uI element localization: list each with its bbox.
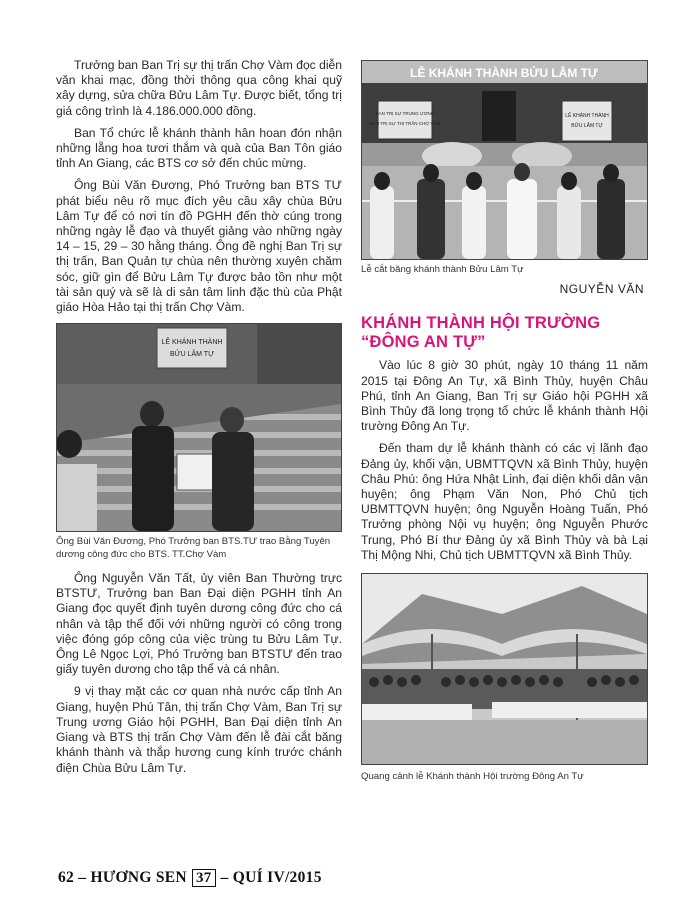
paragraph: Ông Bùi Văn Đương, Phó Trưởng ban BTS TƯ phát biểu nêu rõ mục đích yêu cầu xây chùa Bửu Lâm Tự để có nơi tín đồ PGHH đến thờ cúng trong những ngày lễ đạo và thuyết giảng vào những ngày 14 – 15, 29 – 30 hằng tháng. Ông đề nghị Ban Trị sự thị trấn, Ban Quản tự chùa nên thường xuyên chăm sóc, giữ gìn để Bửu Lâm Tự được bảo tồn như một tài sản quý và sẽ là di sản tâm linh đặc thù của Phật giáo Hòa Hảo tại thị trấn Chợ Vàm. (56, 178, 342, 315)
photo-award-ceremony-image (57, 324, 341, 531)
photo2-side-line2: BỬU LÂM TỰ (571, 123, 603, 129)
article-headline: KHÁNH THÀNH HỘI TRƯỜNG “ĐÔNG AN TỰ” (361, 314, 601, 352)
left-column (56, 58, 342, 783)
photo-hall-ceremony-image (362, 574, 647, 764)
photo-ribbon-cutting-image (362, 61, 647, 259)
photo2-board-line2: BAN TRỊ SỰ THỊ TRẤN CHỢ VÀM (369, 121, 441, 126)
photo1-sign-line1: LỄ KHÁNH THÀNH (161, 339, 223, 347)
photo-award-caption: Ông Bùi Văn Đương, Phó Trưởng ban BTS.TƯ trao Bằng Tuyên dương công đức cho BTS. TT.Chợ Vàm (56, 536, 331, 560)
photo-ribbon-caption: Lễ cắt băng khánh thành Bửu Lâm Tự (361, 264, 524, 275)
photo1-sign-line2: BỬU LÂM TỰ (169, 351, 215, 359)
photo-award-ceremony (56, 323, 342, 532)
paragraph: Trưởng ban Ban Trị sự thị trấn Chợ Vàm đọc diễn văn khai mạc, đồng thời thông qua công khai quỹ xây dựng, sửa chữa Bửu Lâm Tự. Được biết, tổng trị giá công trình là 4.186.000.000 đồng. (56, 58, 342, 118)
right-column (361, 60, 648, 783)
footer-page-label: 62 – HƯƠNG SEN (58, 869, 187, 886)
page-footer (58, 869, 322, 887)
paragraph: Vào lúc 8 giờ 30 phút, ngày 10 tháng 11 năm 2015 tại Đông An Tự, xã Bình Thủy, huyện Châu Phú, tỉnh An Giang, Ban Trị sự Giáo hội PGHH xã Bình Thủy đã long trọng tổ chức lễ khánh thành Hội trường Đông An Tự. (361, 358, 648, 434)
paragraph: 9 vị thay mặt các cơ quan nhà nước cấp tỉnh An Giang, huyện Phú Tân, thị trấn Chợ Vàm, Ban Trị sự Trung ương Giáo hội PGHH, Ban Đại diện tỉnh An Giang và BTS thị trấn Chợ Vàm đến lễ đài cắt băng khánh thành và thắp hương cung kính trước chánh điện Chùa Bửu Lâm Tự. (56, 684, 342, 775)
photo-hall-ceremony (361, 573, 648, 765)
photo-hall-caption: Quang cảnh lễ Khánh thành Hội trường Đông An Tự (361, 771, 584, 783)
footer-period: – QUÍ IV/2015 (220, 869, 322, 886)
photo2-banner: LỄ KHÁNH THÀNH BỬU LÂM TỰ (410, 66, 598, 80)
photo2-side-line1: LỄ KHÁNH THÀNH (565, 113, 609, 119)
paragraph: Ông Nguyễn Văn Tất, ủy viên Ban Thường trực BTSTƯ, Trưởng ban Ban Đại diện PGHH tỉnh An Giang đọc quyết định tuyên dương công đức cho cá nhân và tập thể đối với những người có công trong việc đóng góp công của việc trùng tu Bửu Lâm Tự. Ông Lê Ngọc Lợi, Phó Trưởng ban BTSTƯ đến trao giấy tuyên dương cho tập thể và cá nhân. (56, 571, 342, 677)
issue-number-box: 37 (192, 869, 216, 887)
author-name: NGUYỄN VĂN (559, 282, 644, 297)
photo-ribbon-cutting (361, 60, 648, 260)
paragraph: Đến tham dự lễ khánh thành có các vị lãnh đạo Đảng ủy, khối vận, UBMTTQVN xã Bình Thủy, huyện Châu Phú: ông Hứa Nhật Linh, đại diện khối dân vận huyện; ông Phạm Văn Non, Phó Chủ tịch UBMTTQVN huyện; ông Nguyễn Hoàng Tuấn, Phó Trưởng phòng Nội vụ huyện; ông Nguyễn Phước Trung, Phó Bí thư Đảng ủy xã Bình Thủy và bà Lại Thị Mộng Nhi, Chủ tịch UBMTTQVN xã Bình Thủy. (361, 441, 648, 562)
photo2-board-line1: BAN TRỊ SỰ TRUNG ƯƠNG (375, 111, 435, 116)
paragraph: Ban Tổ chức lễ khánh thành hân hoan đón nhận những lẵng hoa tươi thắm và quà của Ban Tôn giáo tỉnh An Giang, các BTS cơ sở đến chúc mừng. (56, 125, 342, 171)
